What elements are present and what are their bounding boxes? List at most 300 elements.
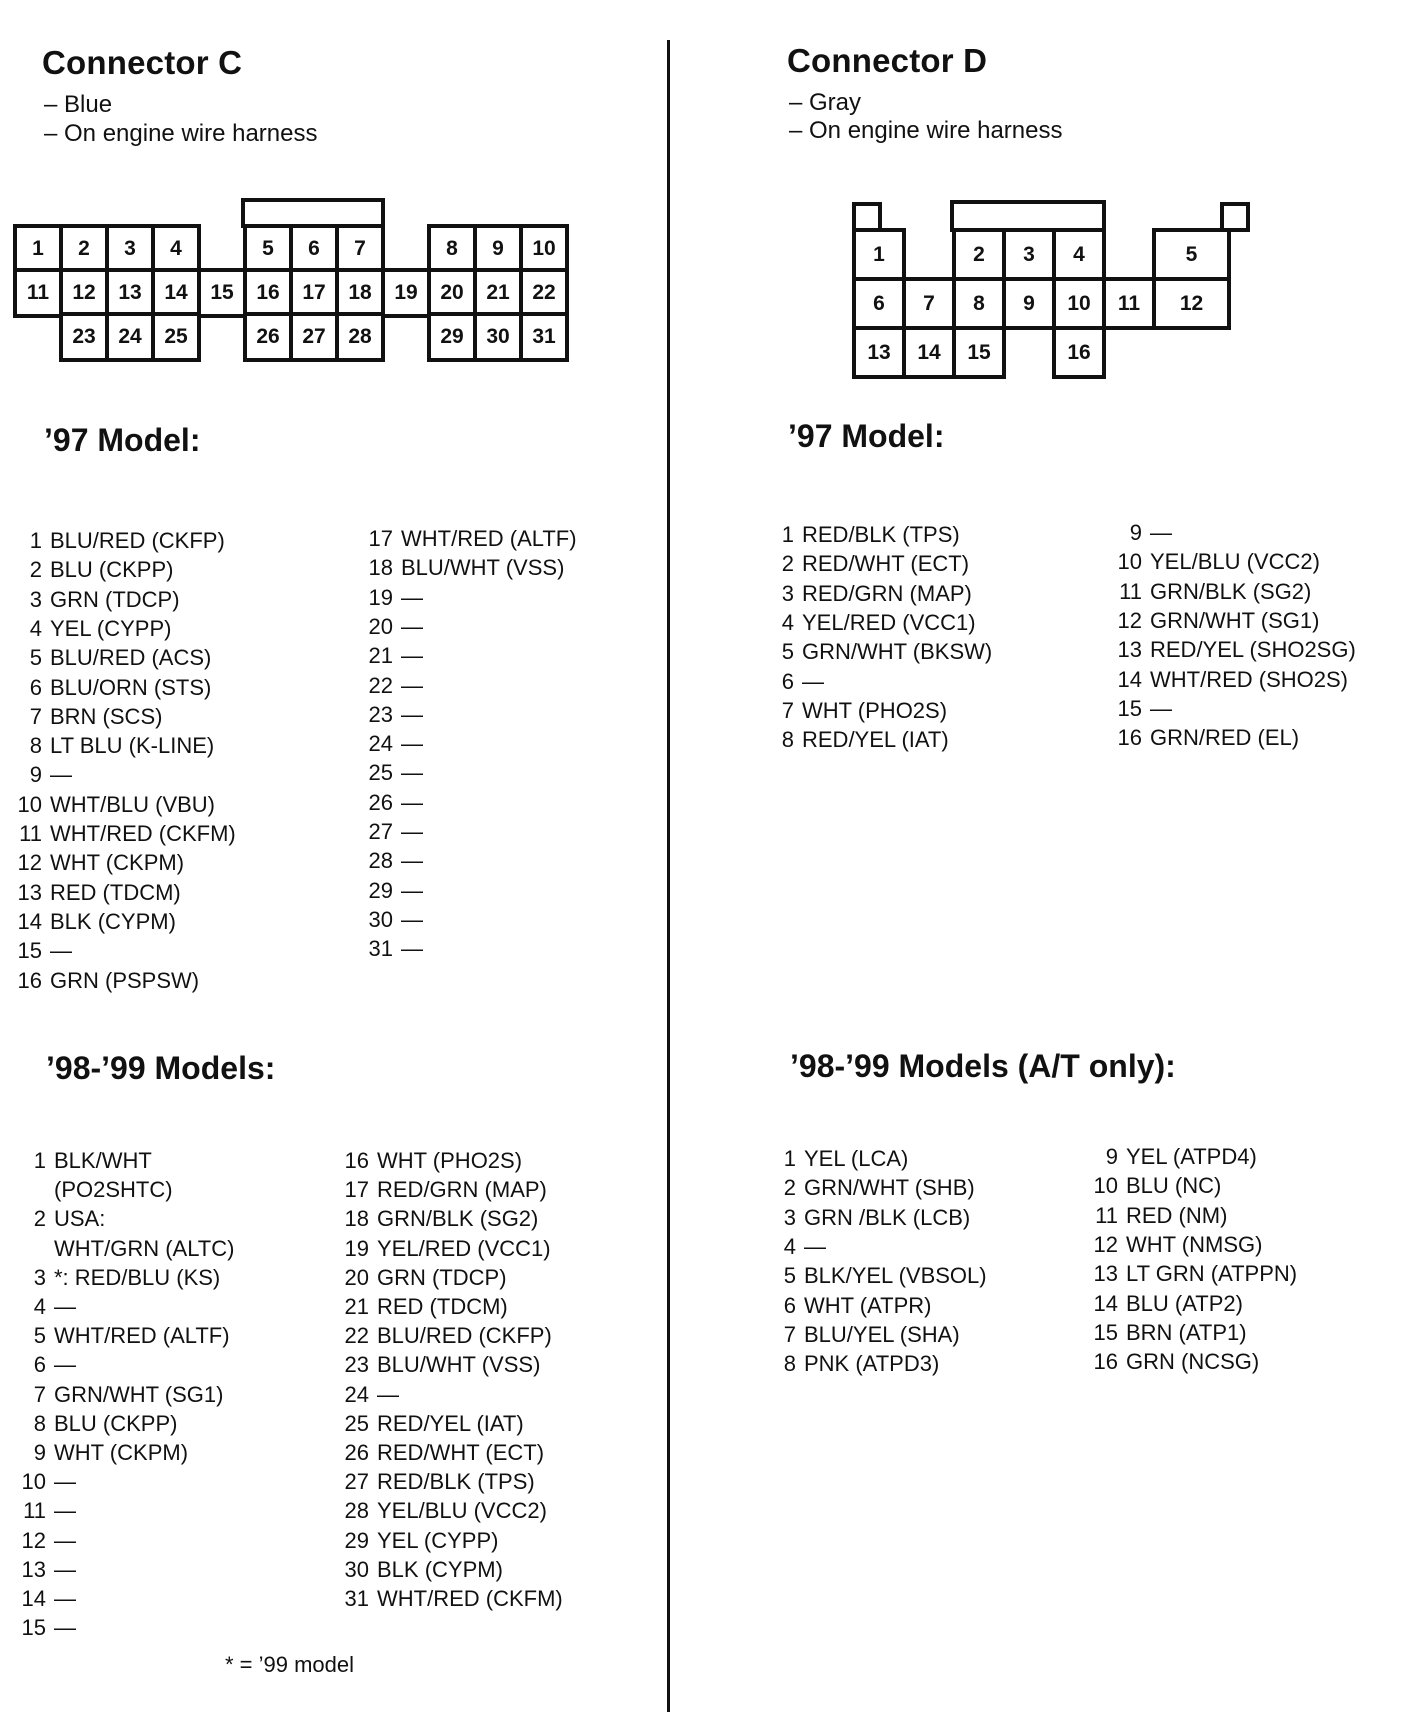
connector-d-pin-cell: 7 xyxy=(902,277,956,330)
pin-row xyxy=(18,1557,76,1583)
pin-wire-label: — xyxy=(401,672,423,698)
connector-d-9899-heading: ’98-’99 Models (A/T only): xyxy=(790,1048,1176,1084)
pin-wire-label: — xyxy=(50,938,72,964)
connector-d-pin-cell: 2 xyxy=(952,228,1006,281)
pin-wire-label: — xyxy=(54,1556,76,1582)
pin-row xyxy=(18,1352,76,1378)
pin-wire-label: — xyxy=(401,906,423,932)
pin-row xyxy=(365,614,423,640)
pin-wire-label: RED/GRN (MAP) xyxy=(377,1177,547,1203)
pin-number: 12 xyxy=(21,1527,46,1553)
pin-row xyxy=(365,907,423,933)
pin-number: 4 xyxy=(781,609,794,635)
pin-row xyxy=(18,1294,76,1320)
connector-c-pin-cell: 3 xyxy=(105,224,155,274)
connector-c-pin-cell: 28 xyxy=(335,312,385,362)
pin-wire-label: GRN/BLK (SG2) xyxy=(377,1206,539,1232)
pin-number: 24 xyxy=(368,731,393,757)
pin-number: 21 xyxy=(368,643,393,669)
pin-number: 29 xyxy=(344,1527,369,1553)
pin-number: 6 xyxy=(33,1352,46,1378)
pin-wire-label: — xyxy=(401,848,423,874)
pin-number: 17 xyxy=(368,526,393,551)
pin-number: 31 xyxy=(344,1586,369,1611)
pin-wire-label: WHT/GRN (ALTC) xyxy=(54,1235,235,1261)
connector-c-pin-cell: 21 xyxy=(473,268,523,318)
pin-wire-label: — xyxy=(401,760,423,786)
pin-number: 13 xyxy=(17,879,42,905)
connector-c-pin-cell: 24 xyxy=(105,312,155,362)
pin-wire-label: RED/YEL (IAT) xyxy=(377,1410,524,1436)
pin-number: 21 xyxy=(344,1294,369,1319)
pin-wire-label: RED/YEL (IAT) xyxy=(802,727,949,753)
pin-row xyxy=(18,1177,173,1203)
pin-row xyxy=(18,1440,188,1466)
connector-c-pin-cell: 14 xyxy=(151,268,201,318)
pin-number: 7 xyxy=(33,1381,46,1407)
pin-wire-label: GRN/BLK (SG2) xyxy=(1150,578,1312,604)
pin-row xyxy=(341,1177,547,1203)
pin-number: 4 xyxy=(29,615,42,641)
pin-number: 11 xyxy=(19,821,42,846)
pin-wire-label: WHT (NMSG) xyxy=(1126,1231,1263,1257)
pin-wire-label: WHT/RED (CKFM) xyxy=(50,821,236,846)
pin-number: 20 xyxy=(368,613,393,639)
pin-wire-label: GRN (TDCP) xyxy=(377,1264,507,1290)
connector-d-title: Connector D xyxy=(787,42,988,79)
pin-wire-label: YEL (CYPP) xyxy=(377,1527,499,1553)
pin-wire-label: — xyxy=(50,762,72,788)
pin-number: 3 xyxy=(29,586,42,612)
pin-number: 10 xyxy=(1093,1173,1118,1199)
connector-c-pin-cell: 30 xyxy=(473,312,523,362)
pin-wire-label: LT GRN (ATPPN) xyxy=(1126,1261,1298,1287)
pin-wire-label: GRN (PSPSW) xyxy=(50,967,200,993)
pin-row xyxy=(365,585,423,611)
pin-row xyxy=(341,1323,552,1349)
pin-wire-label: LT BLU (K-LINE) xyxy=(50,733,215,759)
pin-row xyxy=(766,727,949,753)
connector-c-pin-cell: 23 xyxy=(59,312,109,362)
pin-wire-label: YEL/BLU (VCC2) xyxy=(1150,549,1320,575)
pin-row xyxy=(1114,667,1348,693)
pin-row xyxy=(18,1265,220,1291)
pin-row xyxy=(14,821,236,847)
pin-number: 1 xyxy=(33,1148,46,1173)
connector-c-pin-cell: 10 xyxy=(519,224,569,274)
pin-number: 25 xyxy=(344,1410,369,1436)
pin-row xyxy=(768,1322,960,1348)
connector-d-location-note: – On engine wire harness xyxy=(789,117,1063,144)
connector-d-pin-cell: 10 xyxy=(1052,277,1106,330)
pin-wire-label: GRN/WHT (SG1) xyxy=(54,1381,224,1407)
connector-c-pin-cell: 16 xyxy=(243,268,293,318)
pin-number: 1 xyxy=(783,1146,796,1171)
pin-number: 29 xyxy=(368,877,393,903)
pin-row xyxy=(766,551,969,577)
pin-row xyxy=(341,1294,508,1320)
footnote-99-model: * = ’99 model xyxy=(225,1652,355,1677)
pin-row xyxy=(341,1586,563,1612)
pin-wire-label: PNK (ATPD3) xyxy=(804,1351,940,1377)
connector-c-color-note: – Blue xyxy=(44,91,113,118)
pin-number: 10 xyxy=(21,1469,46,1495)
pin-wire-label: — xyxy=(54,1527,76,1553)
pin-row xyxy=(768,1205,970,1231)
pin-wire-label: — xyxy=(401,877,423,903)
pin-row xyxy=(14,675,211,701)
pin-row xyxy=(768,1263,987,1289)
pin-number: 15 xyxy=(17,938,42,964)
pin-wire-label: — xyxy=(1150,520,1172,545)
pin-number: 12 xyxy=(1117,607,1142,633)
pin-number: 2 xyxy=(781,551,794,577)
pin-number: 16 xyxy=(1093,1349,1118,1375)
pin-row xyxy=(18,1586,76,1612)
pin-wire-label: — xyxy=(401,819,423,844)
pin-row xyxy=(14,850,184,876)
pin-row xyxy=(1114,549,1320,575)
connector-c-location-note: – On engine wire harness xyxy=(44,120,318,147)
pin-number: 22 xyxy=(368,672,393,698)
connector-d-pin-cell: 4 xyxy=(1052,228,1106,281)
connector-c-pin-cell: 26 xyxy=(243,312,293,362)
connector-d-97-heading: ’97 Model: xyxy=(788,418,945,454)
pin-wire-label: GRN/WHT (SHB) xyxy=(804,1175,975,1201)
pin-row xyxy=(365,526,577,552)
pin-number: 4 xyxy=(33,1294,46,1319)
pin-number: 8 xyxy=(781,727,794,753)
connector-d-pin-cell: 9 xyxy=(1002,277,1056,330)
pin-wire-label: WHT (PHO2S) xyxy=(802,697,948,723)
pin-wire-label: WHT/RED (ALTF) xyxy=(401,526,577,551)
pin-number: 8 xyxy=(33,1410,46,1436)
pin-wire-label: BLU/YEL (SHA) xyxy=(804,1321,960,1347)
pin-row xyxy=(365,673,423,699)
pin-number: 14 xyxy=(1117,666,1142,692)
pin-wire-label: GRN/WHT (BKSW) xyxy=(802,639,993,665)
connector-c-pin-cell: 7 xyxy=(335,224,385,274)
pin-row xyxy=(14,880,181,906)
pin-row xyxy=(768,1175,975,1201)
pin-row xyxy=(341,1411,524,1437)
pin-wire-label: — xyxy=(54,1498,76,1524)
pin-row xyxy=(768,1234,826,1260)
pin-wire-label: BLU/RED (CKFP) xyxy=(377,1323,552,1349)
connector-d-pin-cell: 14 xyxy=(902,326,956,379)
pin-wire-label: — xyxy=(401,613,423,639)
pin-row xyxy=(341,1352,540,1378)
pin-wire-label: — xyxy=(1150,695,1172,721)
pin-row xyxy=(18,1411,177,1437)
connector-d-pin-cell: 6 xyxy=(852,277,906,330)
pin-row xyxy=(341,1528,498,1554)
pin-number: 5 xyxy=(781,639,794,665)
pin-row xyxy=(1090,1349,1259,1375)
pin-wire-label: — xyxy=(401,936,423,962)
pin-wire-label: YEL (ATPD4) xyxy=(1126,1144,1257,1169)
pin-wire-label: BRN (SCS) xyxy=(50,703,163,729)
pin-number: 5 xyxy=(33,1323,46,1349)
pin-number: 9 xyxy=(1129,520,1142,545)
pin-number: 30 xyxy=(368,906,393,932)
pin-number: 16 xyxy=(17,967,42,993)
connector-c-pin-cell: 6 xyxy=(289,224,339,274)
pin-row xyxy=(14,792,215,818)
pin-row xyxy=(18,1236,234,1262)
pin-number: 7 xyxy=(29,703,42,729)
pin-wire-label: BLK (CYPM) xyxy=(50,908,176,934)
connector-c-pin-cell: 18 xyxy=(335,268,385,318)
pin-row xyxy=(365,936,423,962)
pin-wire-label: YEL (CYPP) xyxy=(50,615,172,641)
pin-row xyxy=(1114,608,1319,634)
pin-row xyxy=(14,968,199,994)
connector-c-pin-cell: 2 xyxy=(59,224,109,274)
pin-row xyxy=(14,733,214,759)
pin-row xyxy=(1114,520,1172,546)
connector-c-pin-cell: 27 xyxy=(289,312,339,362)
pin-wire-label: GRN (TDCP) xyxy=(50,586,180,612)
pin-number: 5 xyxy=(783,1263,796,1289)
pin-number: 26 xyxy=(368,789,393,815)
pin-number: 6 xyxy=(781,668,794,694)
connector-c-pin-cell: 1 xyxy=(13,224,63,274)
pin-row xyxy=(365,848,423,874)
pin-wire-label: BLK/WHT xyxy=(54,1148,152,1173)
pin-number: 18 xyxy=(344,1206,369,1232)
pin-row xyxy=(18,1206,105,1232)
pin-row xyxy=(14,557,173,583)
pin-wire-label: — xyxy=(54,1469,76,1495)
pin-wire-label: YEL/RED (VCC1) xyxy=(802,609,976,635)
connector-c-pin-cell: 9 xyxy=(473,224,523,274)
pin-row xyxy=(18,1148,152,1174)
connector-d-pin-cell: 3 xyxy=(1002,228,1056,281)
pin-number: 18 xyxy=(368,555,393,581)
pin-number: 24 xyxy=(344,1381,369,1407)
connector-d-pin-cell: 12 xyxy=(1152,277,1231,330)
pin-wire-label: RED/WHT (ECT) xyxy=(377,1440,545,1465)
pin-wire-label: — xyxy=(401,584,423,610)
pin-row xyxy=(14,909,176,935)
pin-wire-label: RED/BLK (TPS) xyxy=(377,1469,535,1495)
pin-number: 20 xyxy=(344,1264,369,1290)
pin-row xyxy=(766,581,972,607)
connector-d-pin-cell: 5 xyxy=(1152,228,1231,281)
pin-wire-label: YEL (LCA) xyxy=(804,1146,909,1171)
pin-wire-label: — xyxy=(54,1352,76,1378)
pin-wire-label: RED (NM) xyxy=(1126,1202,1228,1228)
pin-wire-label: — xyxy=(804,1233,826,1259)
pin-wire-label: — xyxy=(377,1381,399,1407)
pin-number: 2 xyxy=(783,1175,796,1201)
pin-row xyxy=(1090,1291,1243,1317)
pin-number: 7 xyxy=(781,697,794,723)
pin-row xyxy=(18,1615,76,1641)
pin-number: 9 xyxy=(29,762,42,788)
pin-number: 10 xyxy=(17,791,42,817)
pin-row xyxy=(14,938,72,964)
pin-row xyxy=(365,760,423,786)
pin-wire-label: BLU/RED (ACS) xyxy=(50,645,212,671)
pin-wire-label: — xyxy=(401,789,423,815)
pin-row xyxy=(18,1498,76,1524)
connector-c-pin-cell: 13 xyxy=(105,268,155,318)
pin-number: 26 xyxy=(344,1440,369,1465)
pin-number: 3 xyxy=(781,580,794,606)
pin-number: 17 xyxy=(344,1177,369,1203)
pin-number: 30 xyxy=(344,1556,369,1582)
connector-c-pin-cell: 25 xyxy=(151,312,201,362)
pin-number: 19 xyxy=(344,1235,369,1261)
pin-row xyxy=(1114,579,1311,605)
connector-c-pin-cell: 20 xyxy=(427,268,477,318)
pin-number: 12 xyxy=(1093,1231,1118,1257)
pin-number: 6 xyxy=(29,674,42,700)
pin-number: 9 xyxy=(1105,1144,1118,1169)
pin-wire-label: WHT/RED (ALTF) xyxy=(54,1323,230,1349)
pin-number: 22 xyxy=(344,1323,369,1349)
pin-number: 5 xyxy=(29,645,42,671)
pin-number: 2 xyxy=(33,1206,46,1232)
pin-number: 15 xyxy=(21,1615,46,1641)
pin-row xyxy=(14,704,162,730)
pin-number: 16 xyxy=(1117,725,1142,751)
pin-wire-label: BLU/WHT (VSS) xyxy=(377,1352,541,1378)
pin-number: 9 xyxy=(33,1440,46,1465)
pin-number: 15 xyxy=(1093,1319,1118,1345)
pin-number: 8 xyxy=(29,733,42,759)
pin-number: 25 xyxy=(368,760,393,786)
pin-wire-label: BLU (CKPP) xyxy=(54,1410,178,1436)
pin-row xyxy=(766,669,824,695)
pin-number: 31 xyxy=(368,936,393,962)
pin-number: 15 xyxy=(1117,695,1142,721)
pin-wire-label: GRN (NCSG) xyxy=(1126,1349,1260,1375)
pin-wire-label: GRN/RED (EL) xyxy=(1150,725,1300,751)
pin-wire-label: YEL/BLU (VCC2) xyxy=(377,1498,547,1524)
pin-row xyxy=(18,1382,223,1408)
pin-row xyxy=(1114,696,1172,722)
pin-wire-label: — xyxy=(802,668,824,694)
pin-number: 11 xyxy=(1119,578,1142,604)
pin-wire-label: WHT (PHO2S) xyxy=(377,1148,523,1173)
connector-c-pin-cell: 11 xyxy=(13,268,63,318)
pin-number: 23 xyxy=(368,701,393,727)
pin-row xyxy=(768,1293,932,1319)
connector-c-pin-cell: 15 xyxy=(197,268,247,318)
pin-wire-label: — xyxy=(54,1586,76,1611)
pin-wire-label: — xyxy=(401,643,423,669)
pin-row xyxy=(341,1498,547,1524)
pin-row xyxy=(766,698,947,724)
pin-wire-label: BLU/ORN (STS) xyxy=(50,674,212,700)
connector-d-pin-cell: 1 xyxy=(852,228,906,281)
pin-number: 10 xyxy=(1117,549,1142,575)
pin-wire-label: GRN /BLK (LCB) xyxy=(804,1204,971,1230)
pin-row xyxy=(365,819,423,845)
pin-wire-label: RED (TDCM) xyxy=(377,1294,508,1319)
pin-row xyxy=(341,1236,551,1262)
pin-wire-label: BLU/RED (CKFP) xyxy=(50,528,225,553)
pin-row xyxy=(365,702,423,728)
connector-d-pin-cell: 8 xyxy=(952,277,1006,330)
connector-c-title: Connector C xyxy=(42,44,243,81)
pin-row xyxy=(14,528,225,554)
pin-row xyxy=(766,610,976,636)
pin-wire-label: BLU (CKPP) xyxy=(50,557,174,583)
pin-wire-label: — xyxy=(54,1294,76,1319)
pin-number: 7 xyxy=(783,1321,796,1347)
pin-wire-label: WHT (CKPM) xyxy=(50,850,185,876)
pin-number: 4 xyxy=(783,1233,796,1259)
pin-wire-label: BLU (NC) xyxy=(1126,1173,1222,1199)
pin-number: 2 xyxy=(29,557,42,583)
pin-row xyxy=(341,1382,399,1408)
pin-row xyxy=(341,1557,503,1583)
pin-wire-label: BLK/YEL (VBSOL) xyxy=(804,1263,987,1289)
connector-d-pin-cell: 11 xyxy=(1102,277,1156,330)
pin-number: 27 xyxy=(344,1469,369,1495)
pin-number: 1 xyxy=(29,528,42,553)
pin-row xyxy=(341,1206,538,1232)
connector-c-97-heading: ’97 Model: xyxy=(44,422,201,458)
pin-number: 3 xyxy=(783,1204,796,1230)
pin-number: 11 xyxy=(1095,1202,1118,1228)
pin-wire-label: — xyxy=(401,731,423,757)
pin-row xyxy=(768,1351,939,1377)
pin-row xyxy=(18,1323,230,1349)
pin-row xyxy=(341,1265,507,1291)
pin-number: 23 xyxy=(344,1352,369,1378)
connector-d-right-tab xyxy=(1220,202,1250,232)
pin-number: 28 xyxy=(368,848,393,874)
pin-row xyxy=(18,1528,76,1554)
pin-number: 19 xyxy=(368,584,393,610)
pin-number: 16 xyxy=(344,1148,369,1173)
pin-row xyxy=(1090,1144,1257,1170)
pin-wire-label: — xyxy=(54,1615,76,1641)
pin-number: 12 xyxy=(17,850,42,876)
pin-wire-label: WHT (CKPM) xyxy=(54,1440,189,1465)
pin-wire-label: WHT/RED (CKFM) xyxy=(377,1586,563,1611)
pin-number: 13 xyxy=(1093,1261,1118,1287)
pin-wire-label: BLK (CYPM) xyxy=(377,1556,503,1582)
connector-d-pin-cell: 16 xyxy=(1052,326,1106,379)
pin-wire-label: RED/GRN (MAP) xyxy=(802,580,972,606)
pin-row xyxy=(341,1148,522,1174)
connector-c-pin-cell: 31 xyxy=(519,312,569,362)
pin-row xyxy=(365,878,423,904)
pin-wire-label: *: RED/BLU (KS) xyxy=(54,1264,221,1290)
pin-number: 13 xyxy=(21,1556,46,1582)
pin-row xyxy=(341,1440,544,1466)
connector-d-pin-cell: 13 xyxy=(852,326,906,379)
pin-wire-label: YEL/RED (VCC1) xyxy=(377,1235,551,1261)
connector-d-color-note: – Gray xyxy=(789,89,862,116)
pin-wire-label: (PO2SHTC) xyxy=(54,1177,173,1203)
connector-c-pin-cell: 29 xyxy=(427,312,477,362)
pin-wire-label: RED (TDCM) xyxy=(50,879,181,905)
pin-number: 8 xyxy=(783,1351,796,1377)
pin-row xyxy=(341,1469,535,1495)
connector-c-9899-heading: ’98-’99 Models: xyxy=(46,1050,276,1086)
connector-c-pin-cell: 12 xyxy=(59,268,109,318)
pin-row xyxy=(365,790,423,816)
pin-row xyxy=(1090,1203,1227,1229)
pin-row xyxy=(365,555,564,581)
